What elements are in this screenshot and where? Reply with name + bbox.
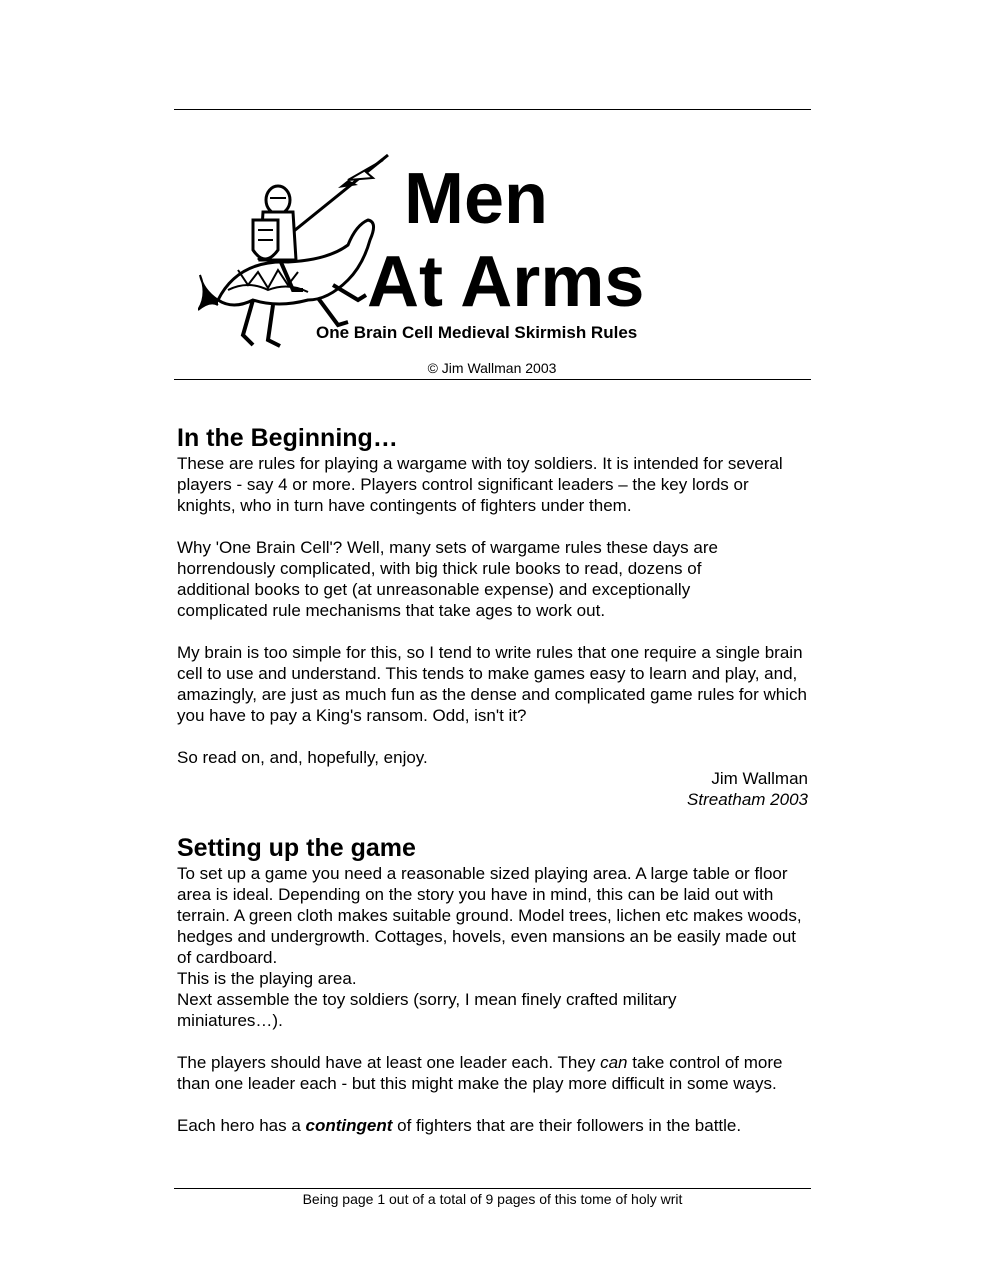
paragraph: So read on, and, hopefully, enjoy.	[177, 748, 428, 767]
section-beginning	[177, 423, 817, 810]
title-line-2: At Arms	[367, 242, 645, 322]
emphasis: can	[600, 1053, 628, 1072]
copyright: © Jim Wallman 2003	[427, 360, 557, 376]
header-bottom-rule	[174, 379, 811, 380]
paragraph: Why 'One Brain Cell'? Well, many sets of wargame rules these days are horrendously complicated, with big thick rule books to read, dozens of additional books to get (at unreasonable expense) and exceptionally complicated rule mechanisms that take ages to work out.	[177, 538, 718, 620]
paragraph: To set up a game you need a reasonable sized playing area. A large table or floor area is ideal. Depending on the story you have in mind, this can be laid out with terrain. A green cloth makes suitable ground. Model trees, lichen etc makes woods, hedges and undergrowth. Cottages, hovels, even mansions an be easily made out of cardboard.	[177, 864, 802, 967]
paragraph	[177, 1115, 812, 1136]
paragraph: Next assemble the toy soldiers (sorry, I mean finely crafted military miniatures…).	[177, 990, 677, 1030]
emphasis-text: contingent	[305, 1116, 393, 1135]
subtitle: One Brain Cell Medieval Skirmish Rules	[316, 323, 638, 342]
text-run: The players should have at least one leader each. They	[177, 1053, 601, 1072]
text-run: Each hero has a	[177, 1116, 306, 1135]
section-heading: Setting up the game	[177, 834, 416, 862]
text-run: of fighters that are their followers in the battle.	[392, 1116, 742, 1135]
paragraph	[177, 1052, 802, 1094]
signature-name: Jim Wallman	[711, 769, 808, 788]
paragraph: This is the playing area.	[177, 969, 357, 988]
paragraph: My brain is too simple for this, so I tend to write rules that one require a single brain cell to use and understand. This tends to make games easy to learn and play, and, amazingly, are just as much fun as the dense and complicated game rules for which you have to pay a King's ransom. Odd, isn't it?	[177, 643, 807, 725]
section-heading: In the Beginning…	[177, 424, 398, 452]
text-run: take control of more than one leader each - but this might make the play more difficult in some ways.	[177, 1053, 783, 1093]
section-setup	[177, 833, 817, 1136]
signature-place: Streatham 2003	[687, 790, 808, 809]
emphasis	[306, 1116, 393, 1135]
top-rule	[174, 109, 811, 110]
footer-rule	[174, 1188, 811, 1189]
page-footer: Being page 1 out of a total of 9 pages of this tome of holy writ	[302, 1191, 683, 1207]
title-line-1: Men	[404, 159, 548, 239]
paragraph: These are rules for playing a wargame with toy soldiers. It is intended for several players - say 4 or more. Players control significant leaders – the key lords or knights, who in turn have contingents of fighters under them.	[177, 454, 783, 515]
